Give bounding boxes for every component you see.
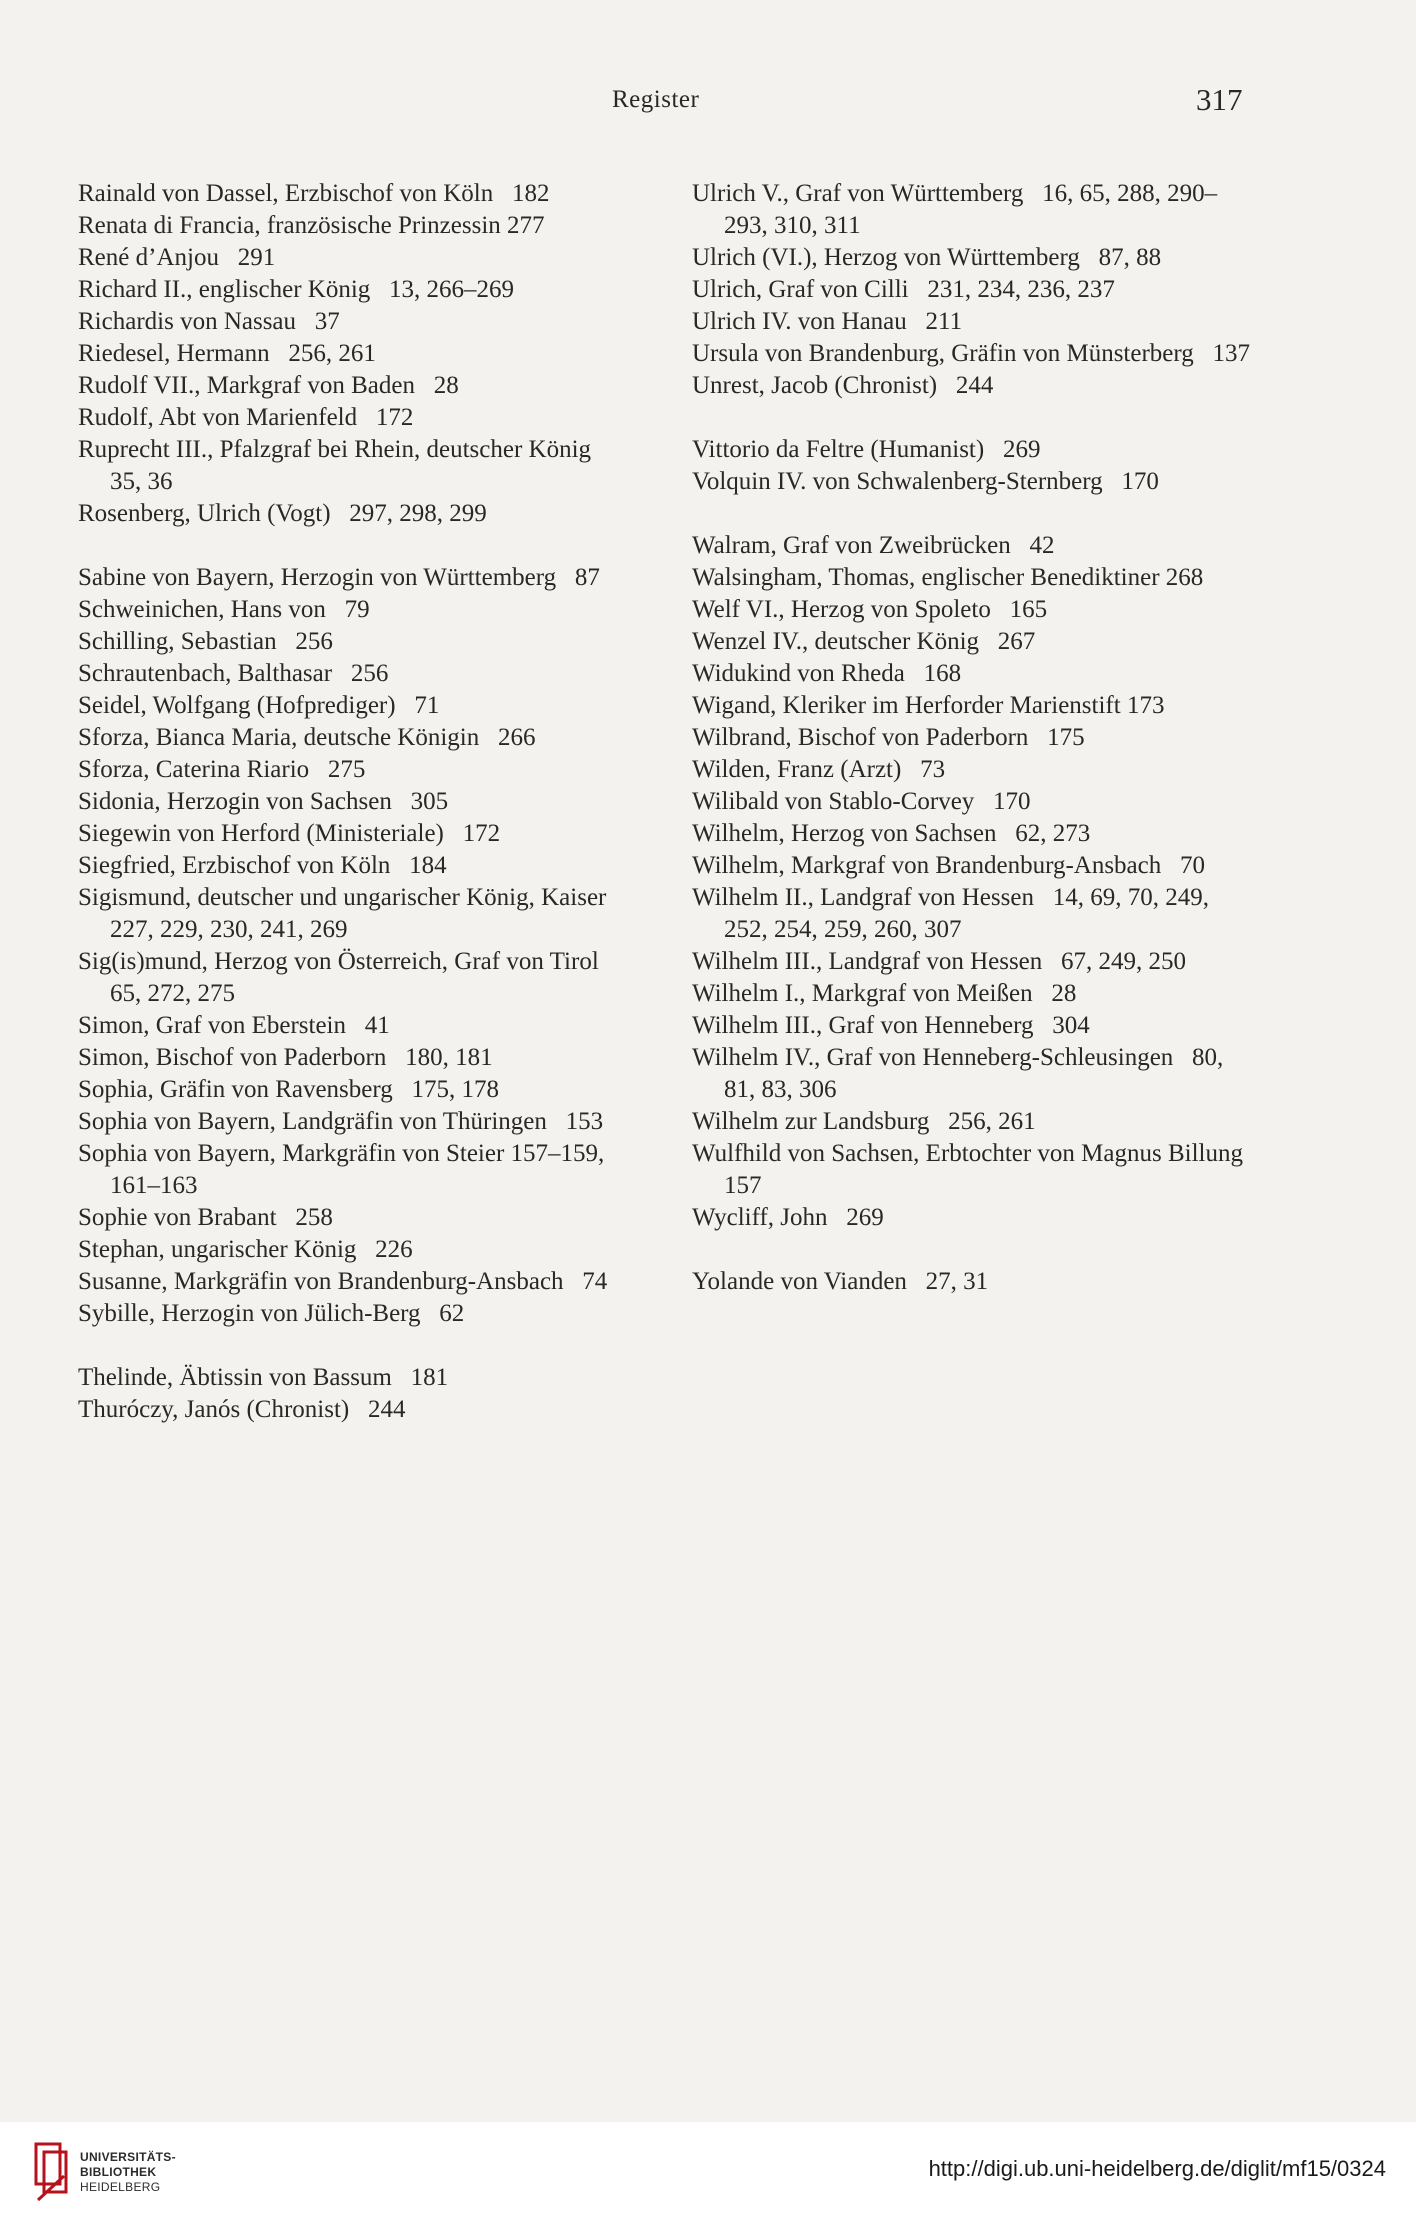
index-entry: Rosenberg, Ulrich (Vogt) 297, 298, 299 [78, 500, 487, 527]
index-entry: Wigand, Kleriker im Herforder Marienstift 173 [692, 692, 1165, 719]
index-entry: Sophie von Brabant 258 [78, 1204, 333, 1231]
index-entry: Sophia, Gräfin von Ravensberg 175, 178 [78, 1076, 500, 1103]
page-header [0, 82, 1416, 122]
index-entry: Ursula von Brandenburg, Gräfin von Münsterberg 137 [692, 340, 1251, 367]
index-entry: Welf VI., Herzog von Spoleto 165 [692, 596, 1048, 623]
library-logo-icon[interactable] [34, 2142, 70, 2202]
index-entry: Wilhelm III., Graf von Henneberg 304 [692, 1012, 1090, 1039]
index-entry: Sabine von Bayern, Herzogin von Württemberg 87 [78, 564, 600, 591]
index-entry: Schweinichen, Hans von 79 [78, 596, 370, 623]
index-entry: Sybille, Herzogin von Jülich-Berg 62 [78, 1300, 465, 1327]
section-gap [692, 498, 1258, 530]
section-gap [78, 1330, 638, 1362]
index-entry: Walsingham, Thomas, englischer Benediktiner 268 [692, 564, 1204, 591]
section-gap [692, 402, 1258, 434]
index-entry: Wilhelm, Markgraf von Brandenburg-Ansbach 70 [692, 852, 1205, 879]
index-entry: Sophia von Bayern, Markgräfin von Steier 157–159, 161–163 [78, 1140, 611, 1199]
index-entry: Renata di Francia, französische Prinzessin 277 [78, 212, 545, 239]
index-entry: Wycliff, John 269 [692, 1204, 884, 1231]
index-entry: Wilibald von Stablo-Corvey 170 [692, 788, 1031, 815]
index-entry: Walram, Graf von Zweibrücken 42 [692, 532, 1055, 559]
index-entry: Wilden, Franz (Arzt) 73 [692, 756, 946, 783]
source-url-link[interactable]: http://digi.ub.uni-heidelberg.de/diglit/mf15/0324 [928, 2156, 1386, 2181]
index-entry: Unrest, Jacob (Chronist) 244 [692, 372, 994, 399]
index-entry: Sig(is)mund, Herzog von Österreich, Graf von Tirol 65, 272, 275 [78, 948, 618, 1007]
index-entry: Wilhelm II., Landgraf von Hessen 14, 69, 70, 249, 252, 254, 259, 260, 307 [692, 884, 1216, 943]
index-column-right [692, 178, 1262, 1298]
index-entry: Simon, Graf von Eberstein 41 [78, 1012, 390, 1039]
index-entry: Seidel, Wolfgang (Hofprediger) 71 [78, 692, 440, 719]
index-entry: Sforza, Caterina Riario 275 [78, 756, 366, 783]
index-entry: René d’Anjou 291 [78, 244, 276, 271]
library-footer [0, 2122, 1416, 2224]
library-name-line3: HEIDELBERG [80, 2180, 161, 2194]
index-entry: Susanne, Markgräfin von Brandenburg-Ansbach 74 [78, 1268, 608, 1295]
index-entry: Rudolf VII., Markgraf von Baden 28 [78, 372, 459, 399]
index-column-left [78, 178, 638, 1426]
index-entry: Sigismund, deutscher und ungarischer König, Kaiser 227, 229, 230, 241, 269 [78, 884, 626, 943]
section-gap [78, 530, 638, 562]
index-entry: Ruprecht III., Pfalzgraf bei Rhein, deutscher König 35, 36 [78, 436, 610, 495]
running-title: Register [612, 86, 700, 113]
index-entry: Rudolf, Abt von Marienfeld 172 [78, 404, 414, 431]
index-entry: Richard II., englischer König 13, 266–269 [78, 276, 515, 303]
index-entry: Sidonia, Herzogin von Sachsen 305 [78, 788, 449, 815]
index-entry: Wilbrand, Bischof von Paderborn 175 [692, 724, 1085, 751]
index-entry: Schrautenbach, Balthasar 256 [78, 660, 389, 687]
index-entry: Simon, Bischof von Paderborn 180, 181 [78, 1044, 493, 1071]
index-entry: Wilhelm III., Landgraf von Hessen 67, 249, 250 [692, 948, 1187, 975]
index-entry: Ulrich (VI.), Herzog von Württemberg 87, 88 [692, 244, 1162, 271]
index-entry: Sophia von Bayern, Landgräfin von Thüringen 153 [78, 1108, 604, 1135]
index-entry: Ulrich V., Graf von Württemberg 16, 65, 288, 290–293, 310, 311 [692, 180, 1218, 239]
index-entry: Ulrich IV. von Hanau 211 [692, 308, 963, 335]
section-gap [692, 1234, 1258, 1266]
index-entry: Sforza, Bianca Maria, deutsche Königin 266 [78, 724, 536, 751]
index-entry: Richardis von Nassau 37 [78, 308, 340, 335]
index-entry: Vittorio da Feltre (Humanist) 269 [692, 436, 1041, 463]
page-number: 317 [1196, 82, 1243, 117]
index-entry: Wulfhild von Sachsen, Erbtochter von Magnus Billung 157 [692, 1140, 1262, 1199]
index-entry: Wilhelm IV., Graf von Henneberg-Schleusingen 80, 81, 83, 306 [692, 1044, 1230, 1103]
index-entry: Wenzel IV., deutscher König 267 [692, 628, 1036, 655]
index-entry: Siegfried, Erzbischof von Köln 184 [78, 852, 447, 879]
index-entry: Ulrich, Graf von Cilli 231, 234, 236, 237 [692, 276, 1115, 303]
index-entry: Widukind von Rheda 168 [692, 660, 962, 687]
index-entry: Wilhelm, Herzog von Sachsen 62, 273 [692, 820, 1091, 847]
index-entry: Yolande von Vianden 27, 31 [692, 1268, 989, 1295]
index-entry: Thuróczy, Janós (Chronist) 244 [78, 1396, 406, 1423]
index-entry: Volquin IV. von Schwalenberg-Sternberg 170 [692, 468, 1159, 495]
library-name[interactable] [80, 2150, 176, 2195]
index-entry: Siegewin von Herford (Ministeriale) 172 [78, 820, 501, 847]
library-name-line2: BIBLIOTHEK [80, 2165, 157, 2179]
index-entry: Wilhelm I., Markgraf von Meißen 28 [692, 980, 1077, 1007]
library-name-line1: UNIVERSITÄTS- [80, 2150, 176, 2164]
index-entry: Schilling, Sebastian 256 [78, 628, 333, 655]
index-entry: Riedesel, Hermann 256, 261 [78, 340, 376, 367]
index-entry: Rainald von Dassel, Erzbischof von Köln 182 [78, 180, 550, 207]
index-entry: Thelinde, Äbtissin von Bassum 181 [78, 1364, 449, 1391]
index-entry: Wilhelm zur Landsburg 256, 261 [692, 1108, 1036, 1135]
index-entry: Stephan, ungarischer König 226 [78, 1236, 413, 1263]
